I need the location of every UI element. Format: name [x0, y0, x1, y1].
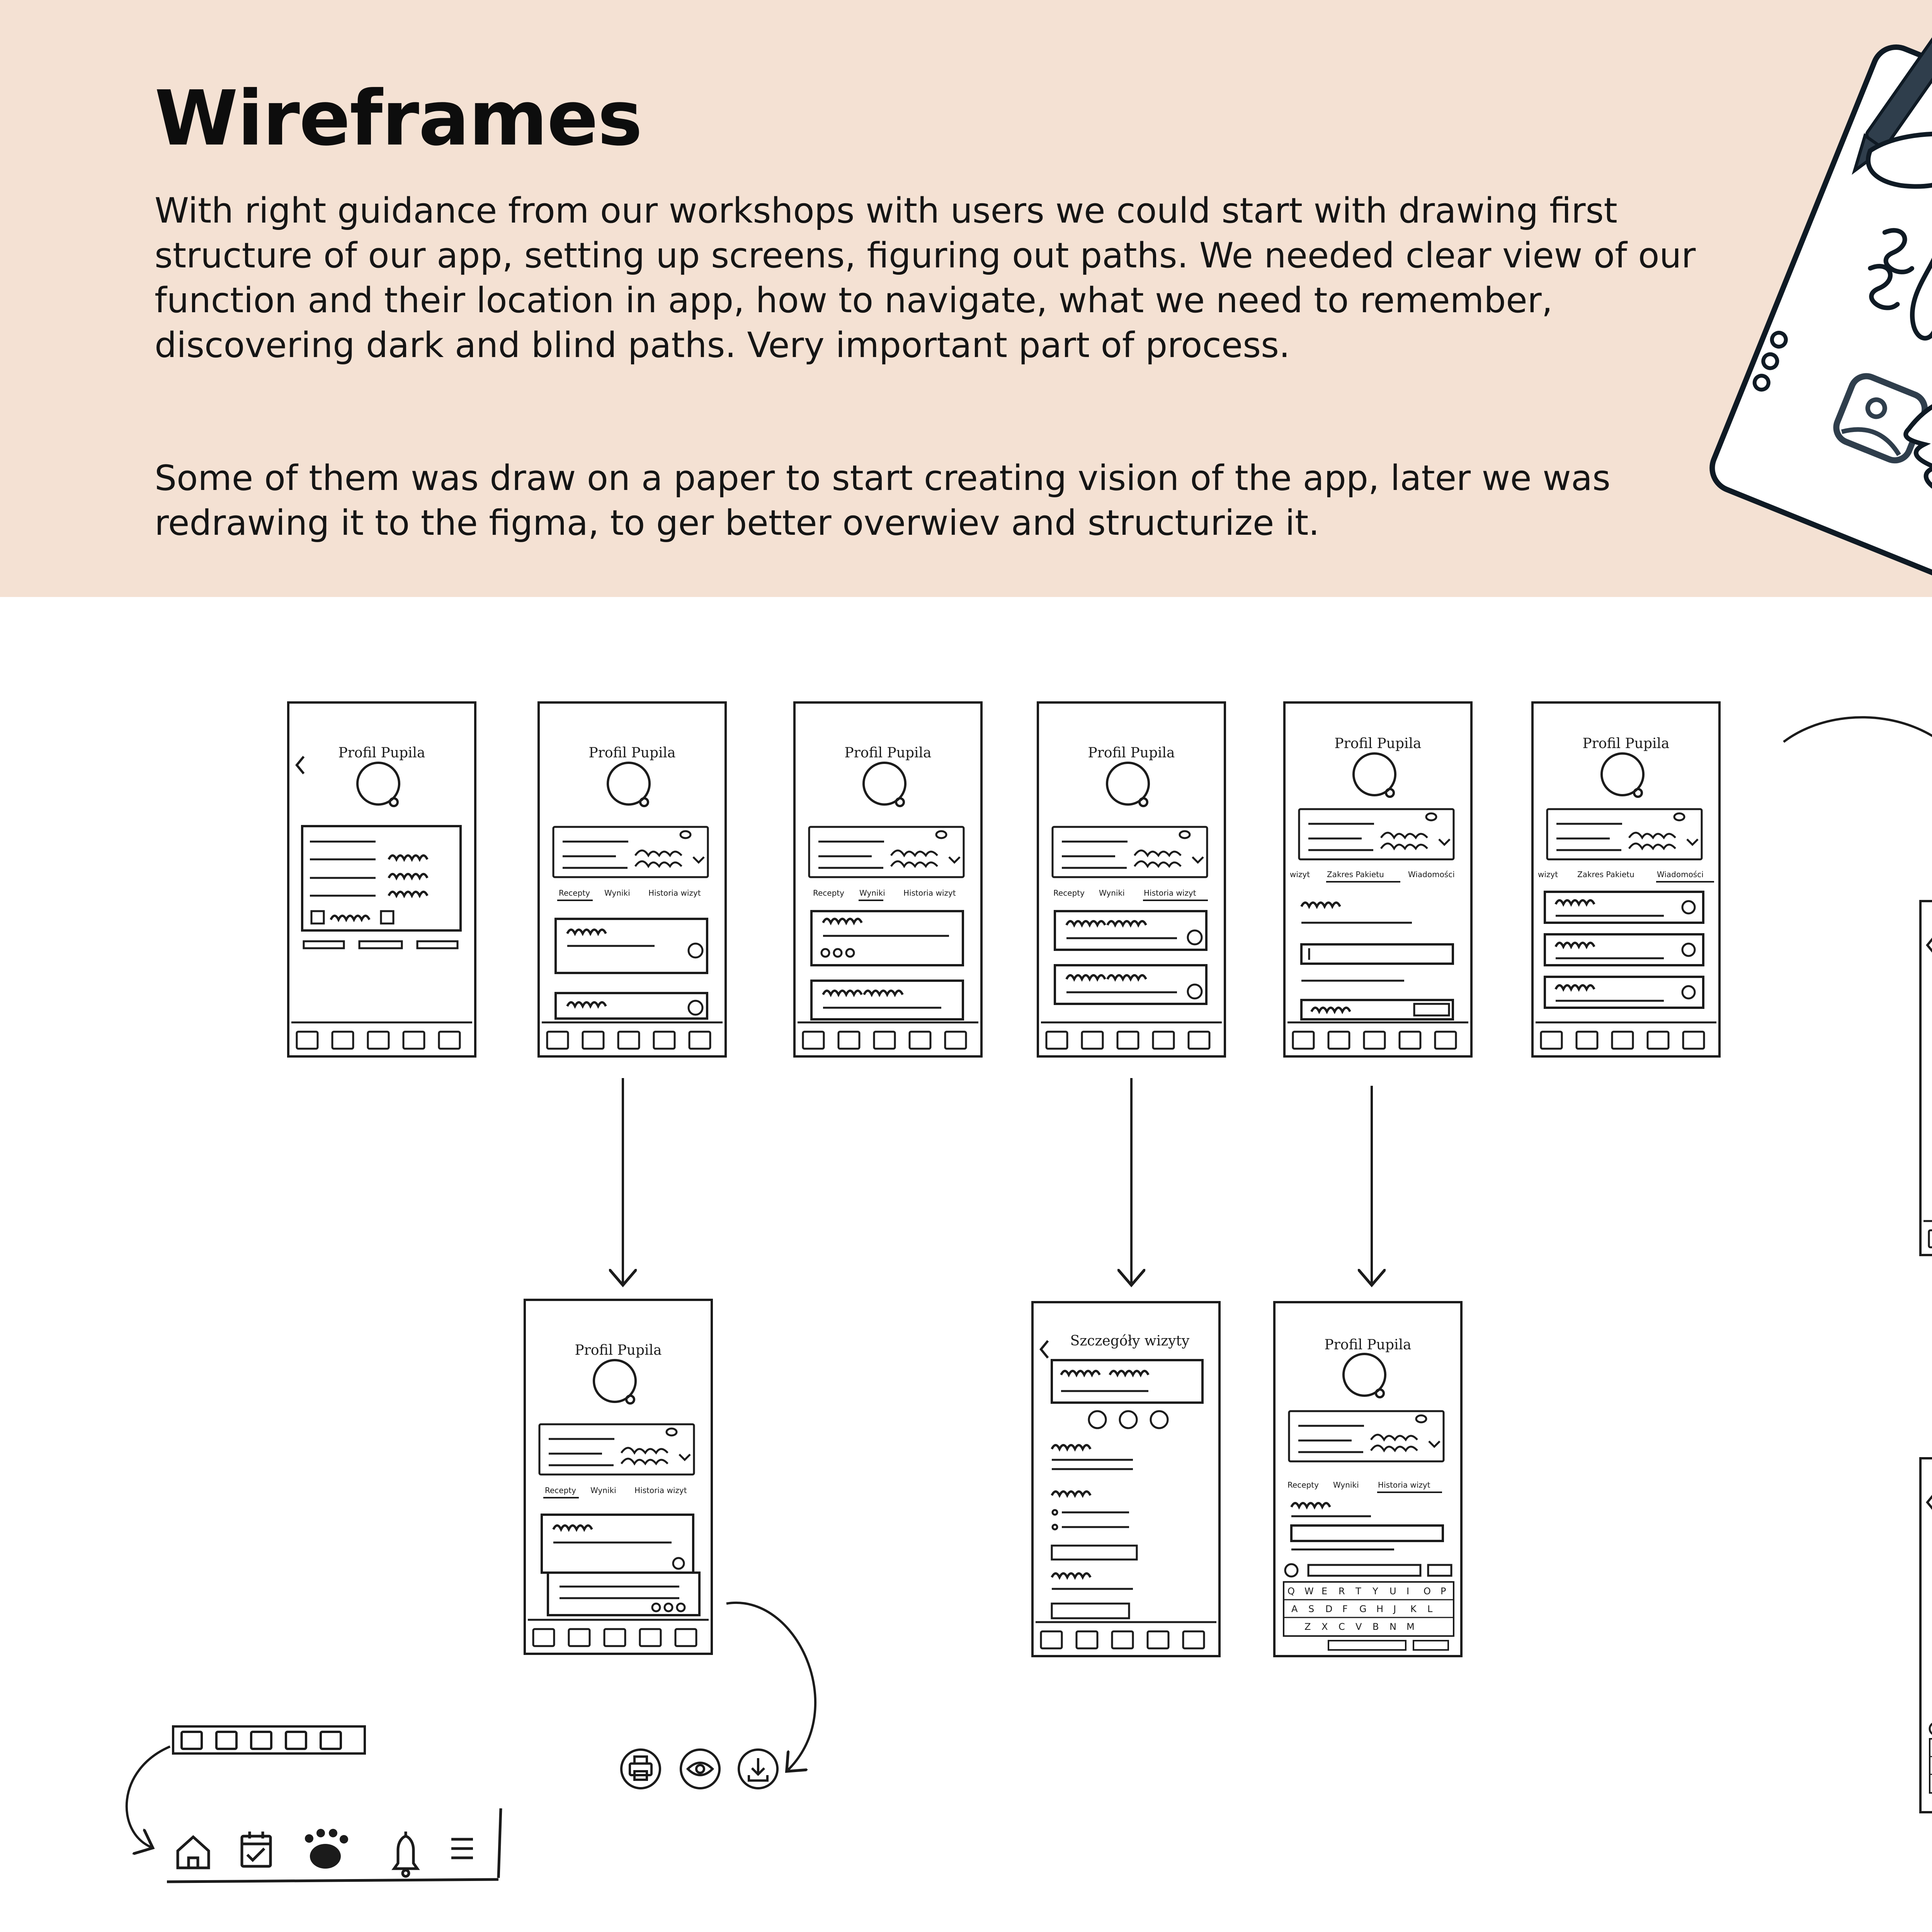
menu-icon — [451, 1839, 473, 1858]
header-banner — [0, 0, 1932, 597]
wireframe-visit-history-keyboard — [1274, 1302, 1461, 1656]
svg-text:Wyniki: Wyniki — [1099, 888, 1125, 898]
svg-text:Wyniki: Wyniki — [590, 1486, 616, 1495]
svg-text:Wyniki: Wyniki — [1333, 1480, 1359, 1490]
page-title: Wireframes — [155, 75, 642, 163]
action-icons — [621, 1750, 777, 1788]
svg-text:wizyt: wizyt — [1538, 870, 1558, 879]
printer-icon — [621, 1750, 660, 1788]
svg-text:O: O — [1423, 1586, 1431, 1597]
svg-text:E: E — [1321, 1586, 1328, 1597]
intro-paragraph-2: Some of them was draw on a paper to start creating vision of the app, later we was redrawing it to the figma, to ger better overwiev and structurize it. — [155, 458, 1611, 543]
svg-text:Wiadomości: Wiadomości — [1657, 870, 1704, 879]
svg-text:G: G — [1359, 1604, 1367, 1614]
svg-text:Zakres Pakietu: Zakres Pakietu — [1327, 870, 1384, 879]
svg-text:M: M — [1406, 1621, 1415, 1632]
intro-paragraph-1: With right guidance from our workshops with users we could start with drawing first structure of our app, setting up screens, figuring out paths. We needed clear view of our function and their location in app, how to navigate, what we need to remember, discovering dark and blind paths. Very important part of process. — [155, 190, 1696, 366]
svg-text:Z: Z — [1304, 1621, 1311, 1632]
svg-text:wizyt: wizyt — [1290, 870, 1310, 879]
wireframe-message-thread — [1920, 901, 1932, 1255]
svg-text:S: S — [1308, 1604, 1315, 1614]
svg-text:Profil Pupila: Profil Pupila — [1088, 745, 1175, 761]
tablet-drawing-illustration — [1692, 19, 1932, 583]
svg-text:Y: Y — [1372, 1586, 1378, 1597]
calendar-check-icon — [242, 1832, 270, 1866]
svg-text:Profil Pupila: Profil Pupila — [1334, 736, 1422, 752]
wireframe-profile-results — [794, 702, 981, 1056]
final-nav-icons — [167, 1808, 501, 1882]
svg-text:K: K — [1410, 1604, 1417, 1614]
home-icon — [178, 1837, 209, 1868]
svg-text:Recepty: Recepty — [559, 888, 590, 898]
svg-text:Wyniki: Wyniki — [604, 888, 630, 898]
wireframe-message-keyboard — [1920, 1458, 1932, 1812]
svg-text:Profil Pupila: Profil Pupila — [338, 745, 425, 761]
svg-text:Historia wizyt: Historia wizyt — [634, 1486, 687, 1495]
svg-text:Recepty: Recepty — [1053, 888, 1085, 898]
svg-text:Historia wizyt: Historia wizyt — [1144, 888, 1196, 898]
svg-text:N: N — [1389, 1621, 1396, 1632]
svg-text:F: F — [1342, 1604, 1348, 1614]
svg-text:T: T — [1355, 1586, 1361, 1597]
wireframe-profile-recipe-expanded — [525, 1300, 712, 1654]
svg-text:Q: Q — [1287, 1586, 1295, 1597]
svg-text:W: W — [1304, 1586, 1314, 1597]
svg-text:V: V — [1355, 1621, 1362, 1632]
svg-text:Recepty: Recepty — [813, 888, 844, 898]
svg-text:Wiadomości: Wiadomości — [1408, 870, 1455, 879]
svg-text:B: B — [1372, 1621, 1379, 1632]
svg-text:H: H — [1376, 1604, 1384, 1614]
svg-text:L: L — [1427, 1604, 1433, 1614]
svg-text:Profil Pupila: Profil Pupila — [575, 1342, 662, 1358]
svg-text:Historia wizyt: Historia wizyt — [903, 888, 956, 898]
svg-text:X: X — [1321, 1621, 1328, 1632]
svg-text:D: D — [1325, 1604, 1333, 1614]
svg-text:P: P — [1440, 1586, 1446, 1597]
wireframe-profile-recipes — [539, 702, 726, 1056]
svg-text:Historia wizyt: Historia wizyt — [648, 888, 701, 898]
svg-text:Profil Pupila: Profil Pupila — [1324, 1337, 1412, 1353]
svg-text:Profil Pupila: Profil Pupila — [588, 745, 676, 761]
svg-text:A: A — [1291, 1604, 1298, 1614]
wireframes-board — [0, 597, 1932, 1932]
svg-text:Wyniki: Wyniki — [859, 888, 885, 898]
svg-text:Historia wizyt: Historia wizyt — [1378, 1480, 1430, 1490]
paw-icon — [305, 1829, 348, 1869]
wireframe-profile-visit-history — [1038, 702, 1225, 1056]
svg-text:J: J — [1393, 1604, 1396, 1614]
wireframe-visit-details — [1032, 1302, 1219, 1656]
svg-text:C: C — [1338, 1621, 1345, 1632]
svg-text:U: U — [1389, 1586, 1396, 1597]
svg-text:R: R — [1338, 1586, 1345, 1597]
svg-text:I: I — [1406, 1586, 1410, 1597]
navbar-sketch — [173, 1726, 365, 1753]
svg-text:Szczegóły wizyty: Szczegóły wizyty — [1070, 1333, 1190, 1349]
svg-text:Profil Pupila: Profil Pupila — [844, 745, 932, 761]
svg-text:Recepty: Recepty — [545, 1486, 576, 1495]
wireframe-profile-package — [1284, 702, 1471, 1056]
wireframe-profile-form — [288, 702, 475, 1056]
bell-icon — [394, 1832, 417, 1876]
wireframe-profile-messages — [1532, 702, 1719, 1056]
svg-text:Recepty: Recepty — [1287, 1480, 1319, 1490]
svg-text:Profil Pupila: Profil Pupila — [1582, 736, 1670, 752]
svg-text:Zakres Pakietu: Zakres Pakietu — [1577, 870, 1634, 879]
eye-icon — [681, 1750, 719, 1788]
download-icon — [739, 1750, 777, 1788]
